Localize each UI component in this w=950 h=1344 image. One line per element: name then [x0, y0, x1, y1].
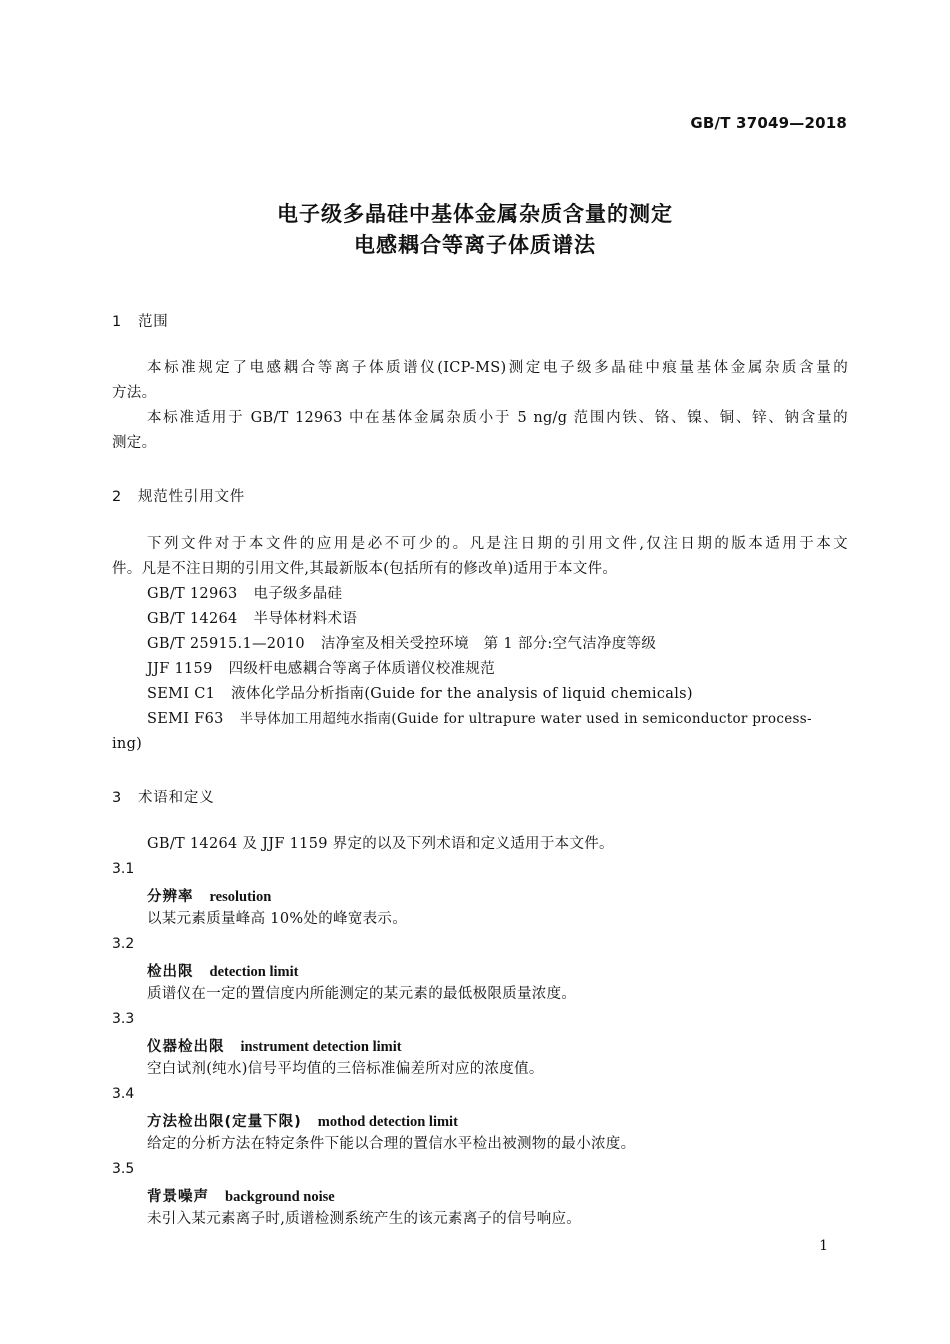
term-definition: 给定的分析方法在特定条件下能以合理的置信水平检出被测物的最小浓度。 [147, 1136, 636, 1152]
term-zh: 检出限 [147, 964, 194, 980]
section-number: 3 [112, 790, 123, 806]
document-title: 电子级多晶硅中基体金属杂质含量的测定 [277, 202, 673, 226]
term-number: 3.2 [112, 936, 135, 952]
paragraph-line: 方法。 [112, 385, 157, 401]
section-heading-terms-and-definitions [112, 786, 215, 807]
term-entry [147, 960, 299, 981]
term-number: 3.4 [112, 1086, 135, 1102]
section-title: 范围 [138, 314, 169, 330]
page-number: 1 [819, 1238, 828, 1254]
paragraph-line: 测定。 [112, 435, 157, 451]
section-title: 术语和定义 [138, 790, 215, 806]
reference-code: GB/T 12963 [147, 586, 238, 602]
term-entry [147, 1035, 402, 1056]
term-definition: 质谱仪在一定的置信度内所能测定的某元素的最低极限质量浓度。 [147, 986, 577, 1002]
term-entry [147, 1110, 458, 1131]
section-number: 1 [112, 314, 123, 330]
reference-title: 液体化学品分析指南(Guide for the analysis of liquid chemicals) [231, 686, 693, 702]
paragraph-line: 本标准规定了电感耦合等离子体质谱仪(ICP-MS)测定电子级多晶硅中痕量基体金属杂质含量的 [147, 360, 848, 376]
term-en: resolution [209, 889, 272, 905]
term-number: 3.1 [112, 861, 135, 877]
term-zh: 仪器检出限 [147, 1039, 225, 1055]
paragraph-line: 本标准适用于 GB/T 12963 中在基体金属杂质小于 5 ng/g 范围内铁、铬、镍、铜、锌、钠含量的 [147, 410, 848, 426]
reference-item [147, 709, 848, 729]
document-subtitle: 电感耦合等离子体质谱法 [354, 233, 596, 257]
reference-item [147, 659, 495, 679]
term-en: mothod detection limit [317, 1114, 458, 1130]
term-zh: 方法检出限(定量下限) [147, 1114, 302, 1130]
section-heading-scope [112, 310, 169, 331]
term-zh: 背景噪声 [147, 1189, 209, 1205]
reference-item [147, 609, 357, 629]
term-en: detection limit [209, 964, 299, 980]
reference-title: 四级杆电感耦合等离子体质谱仪校准规范 [228, 661, 496, 677]
paragraph-line: 件。凡是不注日期的引用文件,其最新版本(包括所有的修改单)适用于本文件。 [112, 561, 618, 577]
section-number: 2 [112, 489, 123, 505]
reference-title: 半导体加工用超纯水指南(Guide for ultrapure water used in semiconductor process- [239, 711, 812, 727]
reference-title: 洁净室及相关受控环境 第 1 部分:空气洁净度等级 [320, 636, 657, 652]
reference-code: GB/T 14264 [147, 611, 238, 627]
term-zh: 分辨率 [147, 889, 194, 905]
term-number: 3.3 [112, 1011, 135, 1027]
reference-item [147, 634, 656, 654]
section-heading-normative-references [112, 485, 245, 506]
reference-item [147, 684, 693, 704]
paragraph-line: ing) [112, 736, 143, 752]
paragraph-line: GB/T 14264 及 JJF 1159 界定的以及下列术语和定义适用于本文件。 [147, 836, 614, 852]
paragraph-line: 下列文件对于本文件的应用是必不可少的。凡是注日期的引用文件,仅注日期的版本适用于本文 [147, 536, 848, 552]
term-definition: 以某元素质量峰高 10%处的峰宽表示。 [147, 911, 408, 927]
term-entry [147, 885, 271, 906]
term-number: 3.5 [112, 1161, 135, 1177]
reference-item [147, 584, 342, 604]
reference-code: SEMI F63 [147, 711, 224, 727]
section-title: 规范性引用文件 [138, 489, 246, 505]
term-entry [147, 1185, 335, 1206]
term-en: background noise [225, 1189, 335, 1205]
reference-title: 电子级多晶硅 [253, 586, 343, 602]
reference-code: JJF 1159 [147, 661, 213, 677]
reference-title: 半导体材料术语 [253, 611, 358, 627]
reference-code: SEMI C1 [147, 686, 216, 702]
term-definition: 未引入某元素离子时,质谱检测系统产生的该元素离子的信号响应。 [147, 1211, 582, 1227]
term-definition: 空白试剂(纯水)信号平均值的三倍标准偏差所对应的浓度值。 [147, 1061, 544, 1077]
standard-number: GB/T 37049—2018 [690, 114, 847, 132]
term-en: instrument detection limit [240, 1039, 402, 1055]
reference-code: GB/T 25915.1—2010 [147, 636, 305, 652]
